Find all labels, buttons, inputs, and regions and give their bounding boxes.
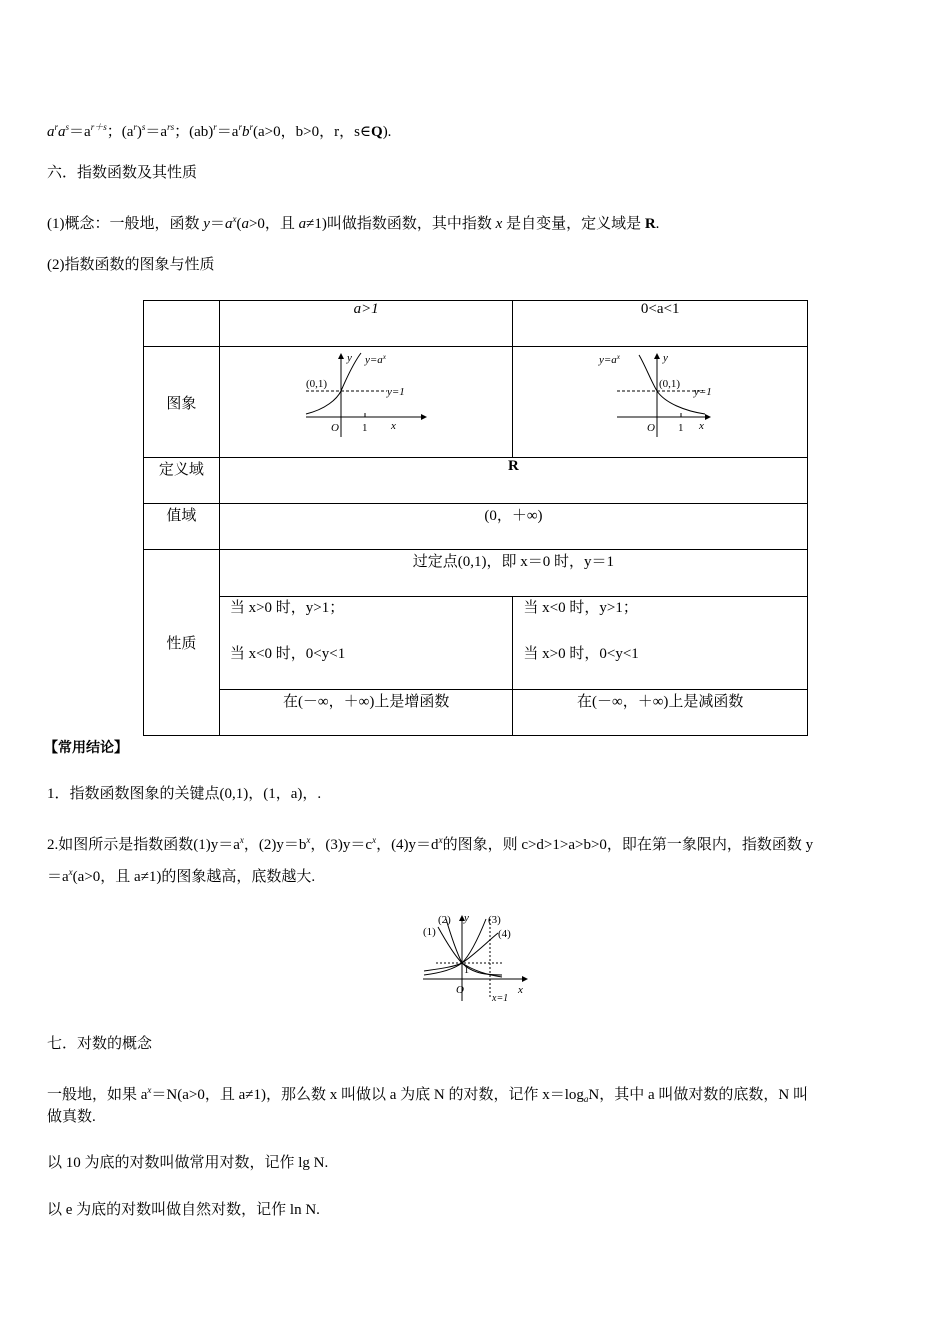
curve-label-1: (1) — [423, 926, 436, 938]
conclusion-text: ，(3)y＝c — [310, 837, 373, 853]
svg-text:x: x — [391, 420, 397, 432]
svg-text:1: 1 — [678, 422, 684, 434]
concept-text: a — [241, 216, 249, 232]
row-label-text: 性质 — [166, 636, 197, 652]
formula-part: a — [47, 124, 55, 140]
fixed-point-cell: 过定点(0,1)，即 x＝0 时，y＝1 — [219, 550, 807, 597]
formula-sup: r — [238, 122, 242, 132]
properties-table — [143, 300, 808, 736]
formula-part: b — [241, 124, 250, 140]
row-label-range: 值域 — [144, 504, 220, 550]
formula-bold-q: Q — [371, 124, 383, 140]
formula-part: (a>0，b>0，r，s∈ — [253, 124, 372, 140]
common-log-line: 以 10 为底的对数叫做常用对数，记作 lg N. — [47, 1155, 329, 1171]
concept-text: >0，且 — [248, 216, 299, 232]
formula-part: ). — [382, 124, 392, 140]
formula-part: (ab) — [189, 124, 214, 140]
concept-text: (1)概念：一般地，函数 — [47, 216, 204, 232]
monotonic-increasing: 在(－∞，＋∞)上是增函数 — [219, 690, 513, 736]
concept-sup: x — [232, 214, 237, 224]
concept-text: y — [203, 216, 210, 232]
axis-label-y: y — [464, 912, 469, 924]
concept-text: . — [655, 216, 660, 232]
svg-text:y: y — [347, 352, 353, 364]
formula-part: ＝a — [145, 124, 168, 140]
one-label: 1 — [464, 965, 469, 976]
row-label-graph — [144, 347, 220, 458]
log-definition-line-2: 做真数. — [47, 1109, 96, 1125]
svg-text:O: O — [647, 422, 656, 434]
row-label-text: 图象 — [166, 395, 197, 412]
section-7-title: 七．对数的概念 — [47, 1036, 153, 1052]
prop-line: 当 x<0 时，0<y<1 — [229, 646, 346, 662]
concept-text: a — [298, 216, 307, 232]
formula-part: a — [58, 124, 66, 140]
range-value: (0，＋∞) — [219, 504, 807, 550]
increasing-exponential-graph — [301, 351, 431, 441]
conclusion-1: 1．指数函数图象的关键点(0,1)，(1，a)，. — [47, 786, 322, 802]
concept-text: ( — [236, 216, 242, 232]
sup-x: x — [306, 835, 311, 845]
decreasing-exponential-graph — [595, 351, 725, 441]
row-label-domain: 定义域 — [144, 458, 220, 504]
svg-text:O: O — [331, 422, 340, 434]
axis-label-x: x — [518, 984, 523, 996]
concept-text: ≠1)叫做指数函数，其中指数 — [306, 216, 496, 232]
formula-sup: r — [213, 122, 217, 132]
natural-log-line: 以 e 为底的对数叫做自然对数，记作 ln N. — [47, 1202, 320, 1218]
concept-text: a — [224, 216, 233, 232]
conclusion-text: ，(4)y＝d — [376, 837, 439, 853]
sup-x: x — [438, 835, 443, 845]
prop-line: 当 x<0 时，y>1； — [523, 600, 638, 616]
formula-part: ＝a — [69, 124, 91, 140]
log-def-text: ＝N(a>0，且 a≠1)，那么数 x 叫做以 a 为底 N 的对数，记作 x＝log — [151, 1087, 584, 1103]
exponent-rules-line — [47, 117, 391, 142]
conclusion-2-line-2 — [47, 862, 315, 887]
prop-line: 当 x>0 时，y>1； — [229, 600, 345, 616]
conclusion-text: ＝a — [47, 869, 69, 885]
sup-x: x — [239, 835, 244, 845]
concept-line — [47, 209, 659, 234]
formula-part: ＝a — [216, 124, 239, 140]
conclusions-title: 【常用结论】 — [44, 740, 128, 756]
svg-text:y=1: y=1 — [694, 386, 713, 398]
concept-bold-r: R — [644, 216, 656, 232]
row-label-properties — [144, 550, 220, 736]
curve-label-2: (2) — [438, 914, 451, 926]
section-6-title: 六．指数函数及其性质 — [47, 165, 198, 181]
formula-sep: ； — [174, 124, 190, 140]
svg-text:y=1: y=1 — [387, 386, 405, 398]
sup-x: x — [372, 835, 377, 845]
log-def-text: 一般地，如果 a — [47, 1087, 148, 1103]
concept-text: 是自变量，定义域是 — [502, 216, 645, 232]
formula-sup: r — [249, 122, 253, 132]
svg-text:(0,1): (0,1) — [659, 378, 681, 390]
conclusion-text: 的图象，则 c>d>1>a>b>0，即在第一象限内，指数函数 y — [442, 837, 814, 853]
graph-cell-increasing — [219, 347, 513, 458]
formula-sup: r — [133, 122, 137, 132]
header-a-lt-1: 0<a<1 — [513, 301, 808, 347]
origin-label: O — [456, 984, 464, 996]
formula-part: ) — [136, 124, 142, 140]
formula-sup: s — [65, 122, 70, 132]
formula-sep: ； — [106, 124, 122, 140]
domain-value: R — [219, 458, 807, 504]
svg-text:y: y — [663, 352, 669, 364]
log-def-text: N，其中 a 叫做对数的底数，N 叫 — [588, 1087, 808, 1103]
table-corner-cell — [144, 301, 220, 347]
monotonic-decreasing: 在(－∞，＋∞)上是减函数 — [513, 690, 808, 736]
svg-text:y=ax: $y=a^x$ — [365, 353, 387, 366]
four-exponentials-figure — [418, 905, 533, 1005]
formula-sup: s — [141, 122, 146, 132]
svg-text:y=ax: $y=a^x$ — [599, 353, 621, 366]
curve-label-4: (4) — [498, 928, 511, 940]
formula-sup: r＋s — [90, 122, 107, 132]
conclusion-text: (a>0，且 a≠1)的图象越高，底数越大. — [72, 869, 316, 885]
svg-text:(0,1): (0,1) — [306, 378, 328, 390]
props-a-lt-1 — [513, 597, 808, 690]
sup-x: x — [68, 867, 73, 877]
header-a-gt-1: a>1 — [219, 301, 513, 347]
conclusion-2-line-1 — [47, 830, 813, 855]
log-definition-line-1 — [47, 1080, 808, 1109]
conclusion-text: ，(2)y＝b — [243, 837, 307, 853]
prop-line: 当 x>0 时，0<y<1 — [523, 646, 639, 662]
concept-text: ＝ — [209, 216, 225, 232]
props-a-gt-1 — [219, 597, 513, 690]
conclusion-text: 2.如图所示是指数函数(1)y＝a — [47, 837, 240, 853]
subsection-2-title: (2)指数函数的图象与性质 — [47, 257, 215, 273]
x-eq-1-label: x=1 — [492, 993, 509, 1004]
svg-text:x: x — [699, 420, 705, 432]
curve-label-3: (3) — [488, 914, 501, 926]
formula-sup: rs — [167, 122, 175, 132]
svg-text:1: 1 — [362, 422, 368, 434]
sup-x: x — [147, 1085, 152, 1095]
formula-sup: r — [54, 122, 59, 132]
log-base-sub: a — [583, 1094, 589, 1104]
graph-cell-decreasing — [513, 347, 808, 458]
concept-text: x — [495, 216, 503, 232]
formula-part: (a — [121, 124, 134, 140]
